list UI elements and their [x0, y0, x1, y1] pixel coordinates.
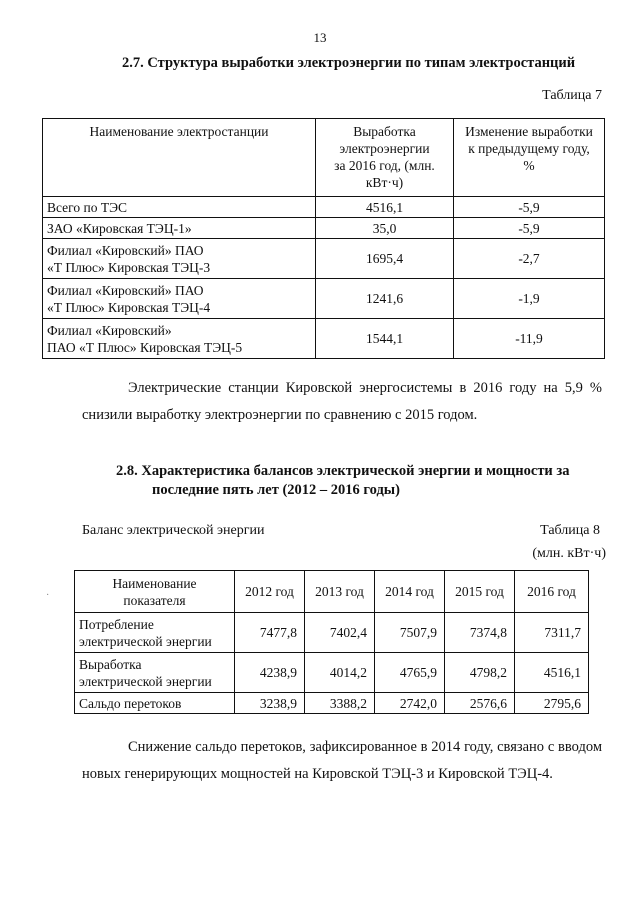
station-name-line: ПАО «Т Плюс» Кировская ТЭЦ-5 — [47, 339, 243, 355]
station-name-line: «Т Плюс» Кировская ТЭЦ-3 — [47, 259, 211, 275]
table-7 — [42, 118, 605, 359]
station-change: -1,9 — [454, 279, 605, 319]
station-change: -11,9 — [454, 319, 605, 359]
station-change: -5,9 — [454, 197, 605, 218]
station-change: -5,9 — [454, 218, 605, 239]
header-cell-text: к предыдущему году, — [468, 141, 590, 156]
station-output: 4516,1 — [316, 197, 454, 218]
page-number: 13 — [313, 30, 327, 45]
table-7-header-change — [454, 119, 605, 197]
year-header: 2015 год — [445, 571, 515, 613]
station-name: ЗАО «Кировская ТЭЦ-1» — [43, 218, 316, 239]
table-row — [75, 613, 589, 653]
station-name — [43, 279, 316, 319]
table-8-units: (млн. кВт·ч) — [532, 546, 606, 561]
station-change: -2,7 — [454, 239, 605, 279]
table-row — [75, 693, 589, 714]
section-heading-line: последние пять лет (2012 – 2016 годы) — [152, 482, 400, 498]
section-heading-2-8 — [116, 462, 608, 500]
station-output: 1544,1 — [316, 319, 454, 359]
value-cell: 4516,1 — [515, 653, 589, 693]
indicator-name-line: электрической энергии — [79, 633, 212, 649]
station-name-line: Филиал «Кировский» — [47, 322, 172, 338]
value-cell: 3388,2 — [305, 693, 375, 714]
value-cell: 7477,8 — [235, 613, 305, 653]
indicator-name-line: электрической энергии — [79, 673, 212, 689]
station-output: 35,0 — [316, 218, 454, 239]
value-cell: 3238,9 — [235, 693, 305, 714]
value-cell: 4014,2 — [305, 653, 375, 693]
table-row — [43, 218, 605, 239]
header-cell-text: кВт·ч) — [365, 175, 404, 190]
table-8-header-name — [75, 571, 235, 613]
header-cell-text: электроэнергии — [339, 141, 430, 156]
station-name-line: Филиал «Кировский» ПАО — [47, 282, 204, 298]
indicator-name-line: Выработка — [79, 656, 142, 672]
table-row — [43, 319, 605, 359]
table-8-header-row — [75, 571, 589, 613]
value-cell: 7507,9 — [375, 613, 445, 653]
value-cell: 2576,6 — [445, 693, 515, 714]
header-cell-text: показателя — [123, 592, 186, 608]
table-7-header-row — [43, 119, 605, 197]
value-cell: 4798,2 — [445, 653, 515, 693]
year-header: 2014 год — [375, 571, 445, 613]
table-row — [43, 197, 605, 218]
station-name: Всего по ТЭС — [43, 197, 316, 218]
indicator-name: Сальдо перетоков — [75, 693, 235, 714]
header-cell-text: Выработка — [353, 124, 416, 139]
value-cell: 7311,7 — [515, 613, 589, 653]
station-name-line: Филиал «Кировский» ПАО — [47, 242, 204, 258]
table-7-label: Таблица 7 — [542, 88, 602, 103]
value-cell: 4238,9 — [235, 653, 305, 693]
table-7-header-output — [316, 119, 454, 197]
station-output: 1695,4 — [316, 239, 454, 279]
indicator-name-line: Потребление — [79, 616, 154, 632]
table-row — [75, 653, 589, 693]
table-row — [43, 279, 605, 319]
paragraph-2-7: Электрические станции Кировской энергосистемы в 2016 году на 5,9 % снизили выработку электроэнергии по сравнению с 2015 годом. — [82, 380, 602, 423]
header-cell-text: за 2016 год, (млн. — [334, 158, 435, 173]
station-name — [43, 239, 316, 279]
section-heading-line: 2.8. Характеристика балансов электрической энергии и мощности за — [116, 463, 570, 479]
value-cell: 2795,6 — [515, 693, 589, 714]
table-8-label: Таблица 8 — [540, 523, 600, 538]
table-7-header-name — [43, 119, 316, 197]
station-output: 1241,6 — [316, 279, 454, 319]
indicator-name — [75, 653, 235, 693]
year-header: 2012 год — [235, 571, 305, 613]
value-cell: 2742,0 — [375, 693, 445, 714]
station-name-line: «Т Плюс» Кировская ТЭЦ-4 — [47, 299, 211, 315]
table-8-caption: Баланс электрической энергии — [82, 523, 265, 538]
header-cell-text: Наименование электростанции — [89, 124, 269, 139]
table-row — [43, 239, 605, 279]
indicator-name — [75, 613, 235, 653]
value-cell: 4765,9 — [375, 653, 445, 693]
header-cell-text: Наименование — [112, 575, 197, 591]
year-header: 2016 год — [515, 571, 589, 613]
value-cell: 7402,4 — [305, 613, 375, 653]
value-cell: 7374,8 — [445, 613, 515, 653]
station-name — [43, 319, 316, 359]
header-cell-text: Изменение выработки — [465, 124, 593, 139]
table-8 — [74, 570, 589, 714]
scan-mark: · — [46, 590, 50, 601]
paragraph-2-8: Снижение сальдо перетоков, зафиксированное в 2014 году, связано с вводом новых генерирующих мощностей на Кировской ТЭЦ-3 и Кировской ТЭЦ-4. — [82, 739, 602, 782]
header-cell-text: % — [523, 158, 535, 173]
section-heading-2-7: 2.7. Структура выработки электроэнергии по типам электростанций — [122, 55, 576, 71]
year-header: 2013 год — [305, 571, 375, 613]
